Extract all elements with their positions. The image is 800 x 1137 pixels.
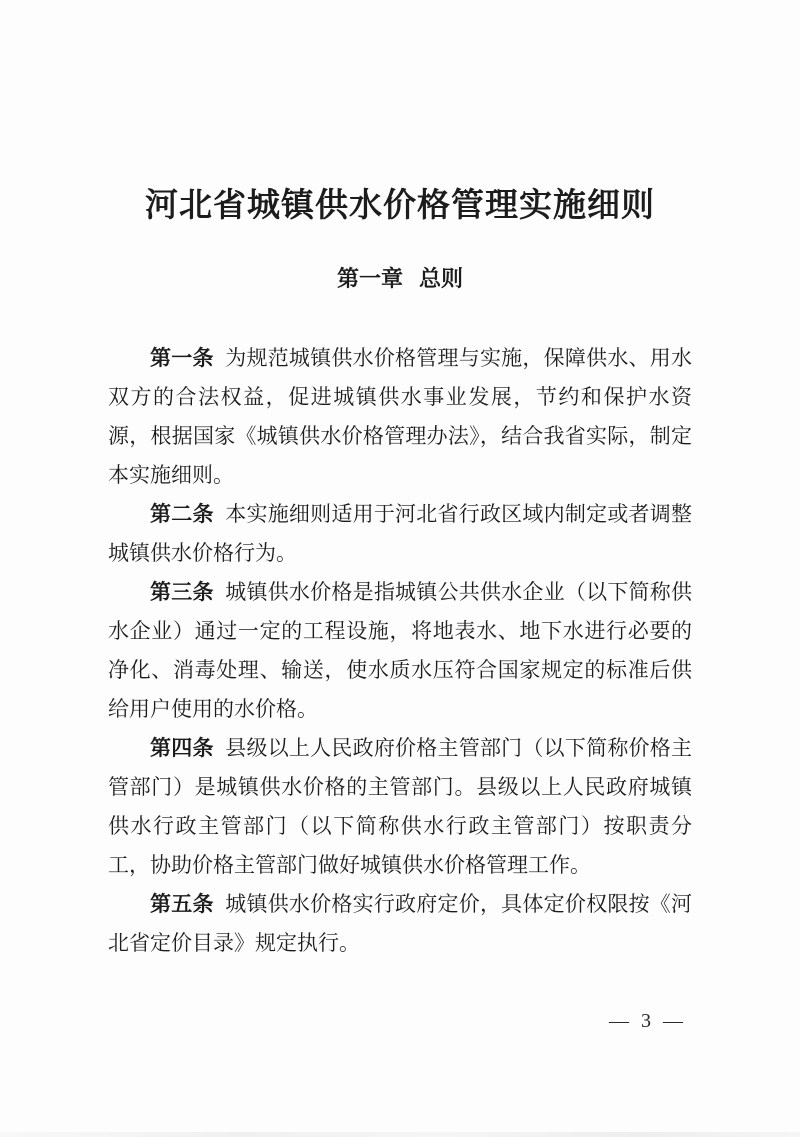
article-text: 城镇供水价格是指城镇公共供水企业（以下简称供水企业）通过一定的工程设施，将地表水、地下水进行必要的净化、消毒处理、输送，使水质水压符合国家规定的标准后供给用户使用的水价格。 [108,580,693,721]
article-label: 第五条 [150,892,214,916]
article-text: 城镇供水价格实行政府定价，具体定价权限按《河北省定价目录》规定执行。 [108,892,693,955]
article-label: 第一条 [150,346,214,370]
scan-edge-artifact [0,1132,800,1137]
article-label: 第四条 [150,736,214,760]
article-paragraph [108,729,692,885]
article-paragraph [108,573,692,729]
article-paragraph [108,885,692,963]
document-body [108,339,692,963]
article-paragraph [108,339,692,495]
page-number: — 3 — [609,1010,684,1032]
article-label: 第三条 [150,580,214,604]
chapter-heading: 第一章 总则 [336,266,463,291]
article-label: 第二条 [150,502,214,526]
article-text: 为规范城镇供水价格管理与实施，保障供水、用水双方的合法权益，促进城镇供水事业发展，节约和保护水资源，根据国家《城镇供水价格管理办法》，结合我省实际，制定本实施细则。 [108,346,693,487]
article-paragraph [108,495,692,573]
article-text: 县级以上人民政府价格主管部门（以下简称价格主管部门）是城镇供水价格的主管部门。县级以上人民政府城镇供水行政主管部门（以下简称供水行政主管部门）按职责分工，协助价格主管部门做好城镇供水价格管理工作。 [108,736,693,877]
document-title: 河北省城镇供水价格管理实施细则 [145,188,655,224]
article-text: 本实施细则适用于河北省行政区域内制定或者调整城镇供水价格行为。 [108,502,693,565]
